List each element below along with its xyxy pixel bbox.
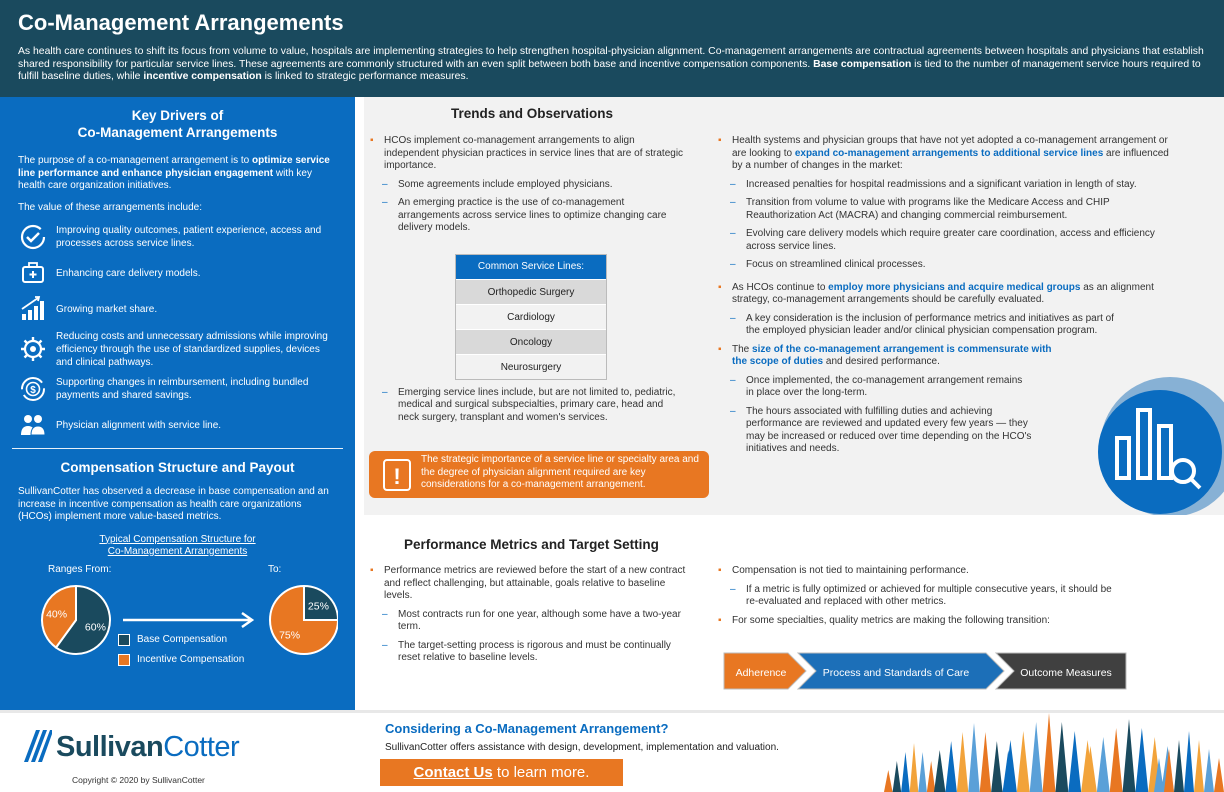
purpose-text — [18, 155, 337, 193]
medical-kit-icon — [18, 258, 48, 288]
value-intro: The value of these arrangements include: — [18, 201, 202, 213]
compensation-title: Compensation Structure and Payout — [60, 460, 295, 475]
bullet-highlight: expand co-management arrangements to additional service lines — [794, 147, 1104, 159]
legend-base — [118, 634, 227, 646]
driver-item — [18, 372, 337, 406]
trend-sub-bullet: – The hours associated with fulfilling duties and achieving performance are reviewed and updated every few years — they may be increased or reduced over time depending on the HCO's initiatives and needs. — [716, 406, 1036, 456]
bullet-part: are influenced by a number of changes in the market: — [732, 147, 1169, 171]
mosaic-triangle — [957, 732, 968, 792]
performance-right-column — [716, 565, 1116, 633]
legend-swatch — [118, 634, 130, 646]
mosaic-triangle — [934, 750, 945, 792]
bullet-part: and desired performance. — [823, 356, 940, 367]
chart-title-line: Co-Management Arrangements — [107, 545, 248, 557]
pie-charts — [18, 564, 337, 674]
mosaic-triangle — [1110, 728, 1123, 792]
service-line-row: Cardiology — [456, 304, 606, 329]
mosaic-triangle — [1017, 731, 1030, 792]
bullet-part: As HCOs continue to — [732, 281, 829, 293]
mosaic-triangle — [910, 743, 919, 792]
performance-bullet: ▪ Performance metrics are reviewed before the start of a new contract and reflect challenging, but attainable, goals relative to baseline levels. — [368, 565, 694, 603]
callout-text: The strategic importance of a service line or specialty area and the degree of physician alignment required are key considerations for a co-management arrangement. — [421, 454, 699, 490]
intro-bold-incentive: incentive compensation — [143, 71, 262, 83]
contact-us-button[interactable] — [380, 759, 623, 786]
driver-text: Supporting changes in reimbursement, including bundled payments and shared savings. — [56, 377, 309, 401]
mosaic-triangle — [945, 741, 956, 792]
trend-sub-bullet: – Evolving care delivery models which require greater care coordination, access and efficiency across service lines. — [716, 228, 1186, 253]
bullet-highlight: size of the co-management arrangement is commensurate with the scope of duties — [732, 343, 1052, 367]
to-label: To: — [268, 563, 282, 575]
mosaic-triangle — [1030, 722, 1043, 792]
intro-bold-base: Base compensation — [813, 58, 912, 70]
mosaic-triangle — [901, 752, 910, 792]
trend-bullet — [716, 282, 1176, 307]
strategic-callout — [369, 451, 709, 498]
logo-word: Cotter — [163, 731, 240, 763]
mosaic-triangle — [1097, 737, 1110, 792]
dollar-cycle-icon — [18, 374, 48, 404]
trend-sub-bullet: – Focus on streamlined clinical processes. — [716, 259, 1186, 272]
sullivancotter-logo-icon — [22, 728, 52, 764]
title-line: Key Drivers of — [131, 108, 224, 123]
physician-group-icon — [18, 410, 48, 440]
service-line-row: Neurosurgery — [456, 354, 606, 379]
mosaic-triangle — [1194, 740, 1204, 792]
intro-text: is tied to the number of management service hours required to fulfill baseline duties, while — [18, 58, 1201, 83]
trend-bullet — [716, 344, 1056, 369]
performance-bullet: ▪ Compensation is not tied to maintaining performance. — [716, 565, 1116, 578]
driver-text: Improving quality outcomes, patient experience, access and processes across service lines. — [56, 225, 322, 249]
trends-title: Trends and Observations — [451, 106, 614, 121]
purpose-part: with key health care organization initiatives. — [18, 167, 312, 191]
performance-title: Performance Metrics and Target Setting — [404, 537, 659, 552]
contact-rest: to learn more. — [492, 764, 590, 781]
key-drivers-title — [18, 107, 337, 141]
trend-sub-bullet: – Some agreements include employed physicians. — [368, 179, 688, 192]
mosaic-triangle — [968, 723, 979, 792]
mosaic-triangle — [1214, 758, 1224, 792]
intro-text: is linked to strategic performance measures. — [261, 71, 469, 83]
section-divider — [12, 448, 343, 449]
bullet-part: Health systems and physician groups that have not yet adopted a co-management arrangement or are looking to — [732, 135, 1168, 159]
key-drivers-panel — [0, 97, 355, 710]
mosaic-triangle — [1055, 722, 1068, 792]
exclamation-icon: ! — [383, 459, 411, 491]
mosaic-triangle — [1135, 728, 1148, 792]
page-title: Co-Management Arrangements — [18, 10, 344, 35]
driver-text: Physician alignment with service line. — [56, 419, 222, 431]
trend-sub-bullet: – Increased penalties for hospital readmissions and a significant variation in length of stay. — [716, 179, 1186, 192]
bullet-highlight: employ more physicians and acquire medical groups — [828, 281, 1081, 293]
intro-paragraph — [18, 46, 1206, 84]
mosaic-triangle — [1004, 740, 1017, 792]
from-label: Ranges From: — [48, 563, 112, 575]
mosaic-triangle — [1184, 731, 1194, 792]
performance-bullet: ▪ For some specialties, quality metrics are making the following transition: — [716, 615, 1116, 628]
svg-text:$: $ — [30, 385, 36, 396]
mosaic-triangle — [927, 761, 936, 792]
header-banner — [0, 0, 1224, 97]
purpose-bold: optimize service line performance and enhance physician engagement — [18, 155, 330, 179]
purpose-part: The purpose of a co-management arrangement is to — [18, 155, 253, 166]
legend-swatch — [118, 654, 130, 666]
service-line-row: Orthopedic Surgery — [456, 279, 606, 304]
driver-item — [18, 220, 337, 254]
intro-text: As health care continues to shift its focus from volume to value, hospitals are implementing strategies to help strengthen hospital-physician alignment. Co-management arrangements are contractual agreements between hospitals and physicians that establish shared responsibility for particular service lines. These agreements are commonly structured with an even split between both base and incentive compensation components. — [18, 46, 1204, 70]
mosaic-triangle — [1204, 749, 1214, 792]
trend-bullet: ▪ HCOs implement co-management arrangements to align independent physician practices in service lines that are of strategic importance. — [368, 135, 688, 173]
cta-text: SullivanCotter offers assistance with design, development, implementation and valuation. — [385, 742, 779, 753]
service-lines-table — [455, 254, 607, 380]
mosaic-triangle — [1068, 731, 1081, 792]
pie-label-incentive: 40% — [46, 608, 68, 621]
decorative-mosaic — [884, 713, 1224, 792]
trend-sub-bullet: – Transition from volume to value with programs like the Medicare Access and CHIP Reauthorization Act (MACRA) and changing commercial reimbursement. — [716, 197, 1126, 222]
mosaic-triangle — [1174, 740, 1184, 792]
gear-icon — [18, 334, 48, 364]
trend-sub-bullet: – An emerging practice is the use of co-management arrangements across service lines to optimize changing care delivery models. — [368, 197, 668, 235]
driver-item — [18, 256, 337, 290]
logo-word: Sullivan — [56, 731, 164, 763]
copyright: Copyright © 2020 by SullivanCotter — [72, 775, 205, 785]
pie-label-base: 60% — [84, 620, 106, 633]
contact-us-link[interactable]: Contact Us — [413, 764, 493, 781]
trend-sub-bullet: – Once implemented, the co-management arrangement remains in place over the long-term. — [716, 375, 1026, 400]
pie-label-incentive: 75% — [279, 628, 301, 641]
bullet-part: The — [732, 343, 753, 355]
driver-item — [18, 408, 337, 442]
driver-item — [18, 292, 337, 326]
trend-sub-bullet: – A key consideration is the inclusion of performance metrics and initiatives as part of the employed physician leader and/or clinical physician compensation program. — [716, 313, 1116, 338]
mosaic-triangle — [918, 752, 927, 792]
mosaic-triangle — [1043, 713, 1056, 792]
performance-sub-bullet: – The target-setting process is rigorous and must be continually reset relative to baseline levels. — [368, 640, 694, 665]
driver-text: Reducing costs and unnecessary admissions while improving efficiency through the use of standardized supplies, devices and clinical pathways. — [56, 330, 328, 368]
service-lines-header: Common Service Lines: — [456, 255, 606, 279]
performance-sub-bullet: – If a metric is fully optimized or achieved for multiple consecutive years, it should be re-evaluated and replaced with other metrics. — [716, 584, 1116, 609]
analytics-graphic — [1060, 372, 1224, 522]
compensation-text: SullivanCotter has observed a decrease in base compensation and an increase in incentive compensation as health care organizations (HCOs) implement more value-based metrics. — [18, 486, 329, 522]
trend-sub-bullet: – Emerging service lines include, but are not limited to, pediatric, medical and surgical subspecialties, primary care, head and neck surgery, transplant and women's services. — [368, 387, 684, 425]
legend-label: Base Compensation — [137, 634, 228, 645]
bullet-part: as an alignment strategy, co-management arrangements should be carefully evaluated. — [732, 281, 1154, 305]
legend-incentive — [118, 654, 244, 666]
driver-item — [18, 328, 337, 370]
driver-list — [18, 220, 337, 442]
mosaic-triangle — [1123, 719, 1136, 792]
pie-chart-title — [18, 534, 337, 558]
growth-chart-icon — [18, 294, 48, 324]
sullivancotter-logo-text — [56, 731, 239, 764]
trend-bullet — [716, 135, 1176, 173]
checkmark-circle-icon — [18, 222, 48, 252]
step-adherence: Adherence — [735, 667, 787, 679]
performance-left-column — [368, 565, 694, 671]
service-line-row: Oncology — [456, 329, 606, 354]
mosaic-triangle — [991, 741, 1002, 792]
driver-text: Enhancing care delivery models. — [56, 267, 201, 279]
mosaic-triangle — [893, 761, 902, 792]
mosaic-triangle — [980, 732, 991, 792]
performance-sub-bullet: – Most contracts run for one year, although some have a two-year term. — [368, 609, 694, 634]
title-line: Co-Management Arrangements — [77, 125, 278, 140]
legend-label: Incentive Compensation — [137, 654, 245, 665]
mosaic-triangle — [884, 770, 893, 792]
pie-label-base: 25% — [307, 600, 329, 613]
step-outcome-measures: Outcome Measures — [1020, 667, 1112, 679]
chart-title-line: Typical Compensation Structure for — [99, 533, 256, 545]
step-process-standards: Process and Standards of Care — [822, 667, 970, 679]
driver-text: Growing market share. — [56, 303, 158, 315]
arrow-right-icon — [123, 613, 252, 627]
cta-heading: Considering a Co-Management Arrangement? — [385, 721, 669, 736]
